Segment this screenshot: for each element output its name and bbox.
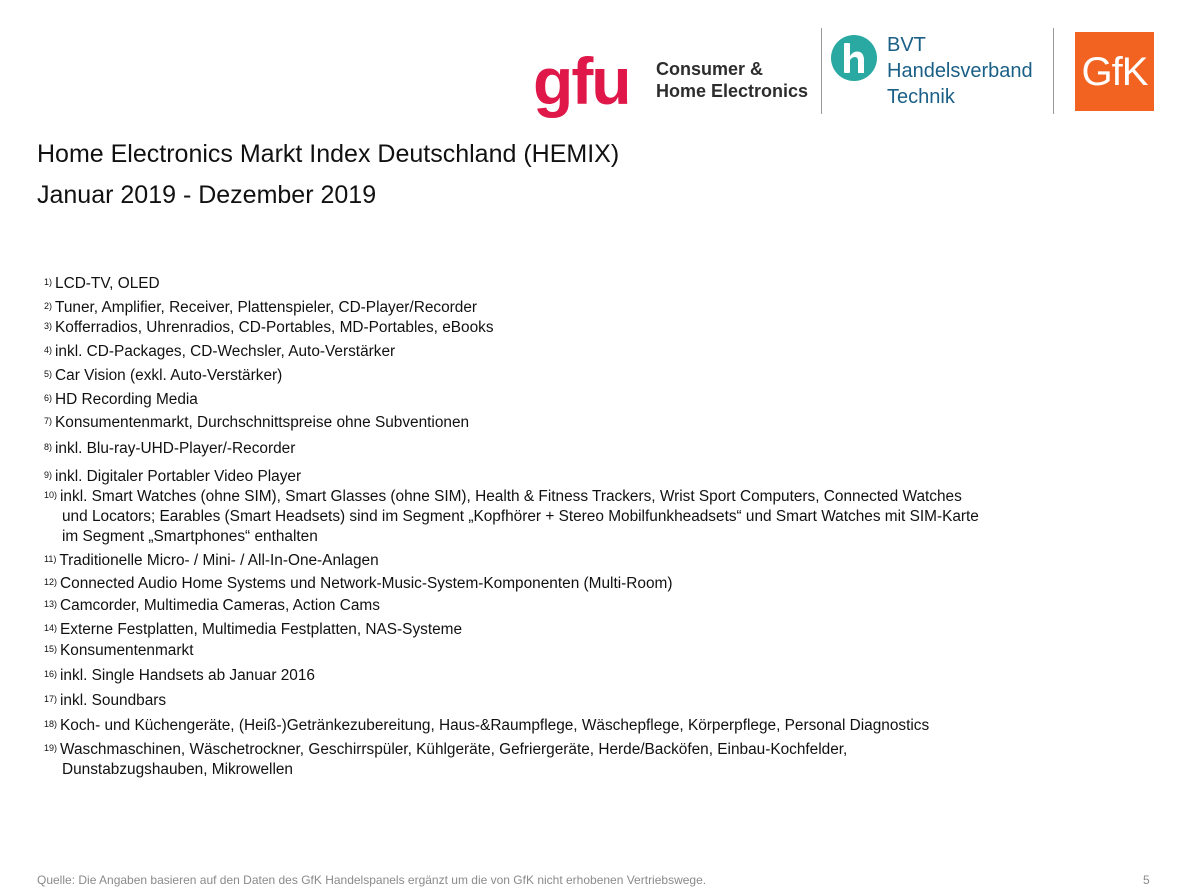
footnote (44, 487, 979, 547)
footnote-mark: 18) (44, 719, 58, 729)
gfu-subtitle-line2: Home Electronics (656, 81, 809, 101)
footnote-mark: 15) (44, 644, 58, 654)
footnote (44, 740, 847, 780)
logo-divider (821, 28, 822, 114)
footnote-text: Camcorder, Multimedia Cameras, Action Cams (60, 597, 380, 614)
footnote-mark: 14) (44, 623, 58, 633)
footnote-mark: 11) (44, 554, 57, 564)
footnote-text: inkl. Single Handsets ab Januar 2016 (60, 667, 315, 684)
gfu-subtitle (656, 58, 826, 102)
footnote-continuation: und Locators; Earables (Smart Headsets) sind im Segment „Kopfhörer + Stereo Mobilfunkheadsets“ und Smart Watches mit SIM-Karte (62, 508, 979, 525)
footnote-text: Externe Festplatten, Multimedia Festplatten, NAS-Systeme (60, 621, 463, 638)
bvt-logo-text (887, 32, 1033, 110)
footnote (44, 620, 462, 640)
footnote-mark: 2) (44, 301, 53, 311)
footnote (44, 298, 477, 318)
source-note: Quelle: Die Angaben basieren auf den Daten des GfK Handelspanels ergänzt um die von GfK nicht erhobenen Vertriebswege. (37, 873, 707, 887)
footnote-text: Car Vision (exkl. Auto-Verstärker) (55, 367, 283, 384)
footnote-continuation: Dunstabzugshauben, Mikrowellen (62, 761, 293, 778)
footnote-mark: 16) (44, 669, 58, 679)
footnote-mark: 19) (44, 743, 58, 753)
footnote (44, 342, 395, 362)
footnote (44, 574, 672, 594)
footnote (44, 390, 198, 410)
footnote-mark: 6) (44, 393, 53, 403)
bvt-logo-icon (830, 34, 878, 82)
footnote-mark: 3) (44, 321, 53, 331)
bvt-line1: BVT (887, 34, 926, 56)
footnote-text: inkl. Digitaler Portabler Video Player (55, 468, 302, 485)
page-number: 5 (1143, 873, 1150, 887)
footnote-text: Waschmaschinen, Wäschetrockner, Geschirrspüler, Kühlgeräte, Gefriergeräte, Herde/Backöfen, Einbau-Kochfelder, (60, 741, 848, 758)
gfu-wordmark: gfu (533, 44, 630, 118)
footnote-continuation: im Segment „Smartphones“ enthalten (62, 528, 318, 545)
footnote-mark: 8) (44, 442, 53, 452)
footnote-text: Tuner, Amplifier, Receiver, Plattenspieler, CD-Player/Recorder (55, 299, 478, 316)
footnote (44, 666, 315, 686)
title-line1: Home Electronics Markt Index Deutschland (HEMIX) (37, 140, 620, 168)
logo-divider (1053, 28, 1054, 114)
footnote (44, 467, 301, 487)
bvt-line3: Technik (887, 86, 955, 108)
footnote (44, 413, 469, 433)
gfu-subtitle-line1: Consumer & (656, 59, 764, 79)
bvt-line2: Handelsverband (887, 60, 1033, 82)
footnote-text: Konsumentenmarkt (60, 642, 194, 659)
footnote-mark: 17) (44, 694, 58, 704)
footnote (44, 691, 166, 711)
footnote-mark: 10) (44, 490, 58, 500)
footnote-text: Traditionelle Micro- / Mini- / All-In-One-Anlagen (59, 552, 379, 569)
title-line2: Januar 2019 - Dezember 2019 (37, 181, 377, 209)
footnote-text: inkl. Blu-ray-UHD-Player/-Recorder (55, 440, 296, 457)
footnote-text: inkl. Smart Watches (ohne SIM), Smart Glasses (ohne SIM), Health & Fitness Trackers, Wrist Sport Computers, Connected Watches (60, 488, 962, 505)
logo-bar (533, 28, 1158, 118)
footnote-text: HD Recording Media (55, 391, 198, 408)
footnote-mark: 4) (44, 345, 53, 355)
footnote-mark: 7) (44, 416, 53, 426)
footnote-mark: 13) (44, 599, 58, 609)
footnote-text: inkl. Soundbars (60, 692, 167, 709)
footnote-text: Connected Audio Home Systems und Network-Music-System-Komponenten (Multi-Room) (60, 575, 673, 592)
footnote-text: Koch- und Küchengeräte, (Heiß-)Getränkezubereitung, Haus-&Raumpflege, Wäschepflege, Körperpflege, Personal Diagnostics (60, 717, 930, 734)
footnote (44, 366, 282, 386)
footnote (44, 596, 380, 616)
footnote (44, 716, 929, 736)
page-title (37, 134, 619, 216)
footnote-mark: 1) (44, 277, 53, 287)
footnote (44, 274, 160, 294)
footnote (44, 439, 295, 459)
gfk-logo (1075, 32, 1154, 111)
gfk-wordmark: GfK (1081, 50, 1148, 94)
footnote-mark: 12) (44, 577, 58, 587)
footnote-text: inkl. CD-Packages, CD-Wechsler, Auto-Verstärker (55, 343, 396, 360)
footnote-text: Konsumentenmarkt, Durchschnittspreise ohne Subventionen (55, 414, 470, 431)
footnote-mark: 9) (44, 470, 53, 480)
footnote-mark: 5) (44, 369, 53, 379)
footnote-text: LCD-TV, OLED (55, 275, 160, 292)
footnote (44, 551, 379, 571)
footnote-text: Kofferradios, Uhrenradios, CD-Portables, MD-Portables, eBooks (55, 319, 494, 336)
footnote (44, 641, 193, 661)
footnote (44, 318, 494, 338)
